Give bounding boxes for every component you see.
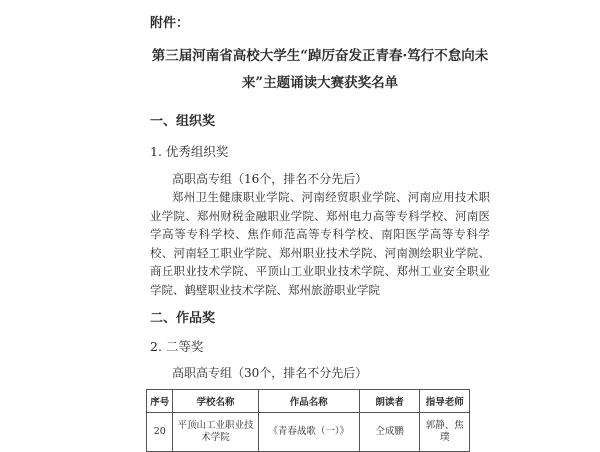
section-1-group: 高职高专组（16个，排名不分先后）	[172, 172, 368, 186]
attachment-label: 附件：	[150, 16, 190, 31]
section-1-school-list: 郑州卫生健康职业学院、河南经贸职业学院、河南应用技术职业学院、郑州财税金融职业学院、郑州电力高等专科学校、河南医学高等专科学校、焦作师范高等专科学校、南阳医学高等专科学校、河南轻工职业学院、郑州职业技术学院、河南测绘职业学院、商丘职业技术学院、平顶山工业职业技术学院、郑州工业安全职业学院、鹤壁职业技术学院、郑州旅游职业学院	[150, 190, 490, 297]
col-school-header: 学校名称	[173, 390, 258, 413]
table-header-row	[147, 390, 470, 413]
title-line-2: 来”主题诵读大赛获奖名单	[241, 75, 399, 91]
section-2-subheading: 2. 二等奖	[150, 339, 204, 354]
cell-reader: 仝成鹏	[359, 413, 419, 452]
col-reader-header: 朗读者	[359, 390, 419, 413]
cell-school: 平顶山工业职业技术学院	[173, 413, 258, 452]
col-no-header: 序号	[147, 390, 173, 413]
col-teacher-header: 指导老师	[420, 390, 470, 413]
cell-teacher: 郭静、焦璞	[420, 413, 470, 452]
section-1-heading: 一、组织奖	[150, 114, 216, 129]
section-2-heading: 二、作品奖	[150, 311, 216, 326]
section-1-subheading: 1. 优秀组织奖	[150, 144, 229, 159]
col-work-header: 作品名称	[258, 390, 359, 413]
title-line-1: 第三届河南省高校大学生“踔厉奋发正青春·笃行不怠向未	[151, 48, 489, 64]
cell-work: 《青春战歌（一）》	[258, 413, 359, 452]
awards-table	[146, 389, 470, 452]
table-row	[147, 413, 470, 452]
cell-no: 20	[147, 413, 173, 452]
section-2-group: 高职高专组（30个，排名不分先后）	[172, 366, 368, 380]
